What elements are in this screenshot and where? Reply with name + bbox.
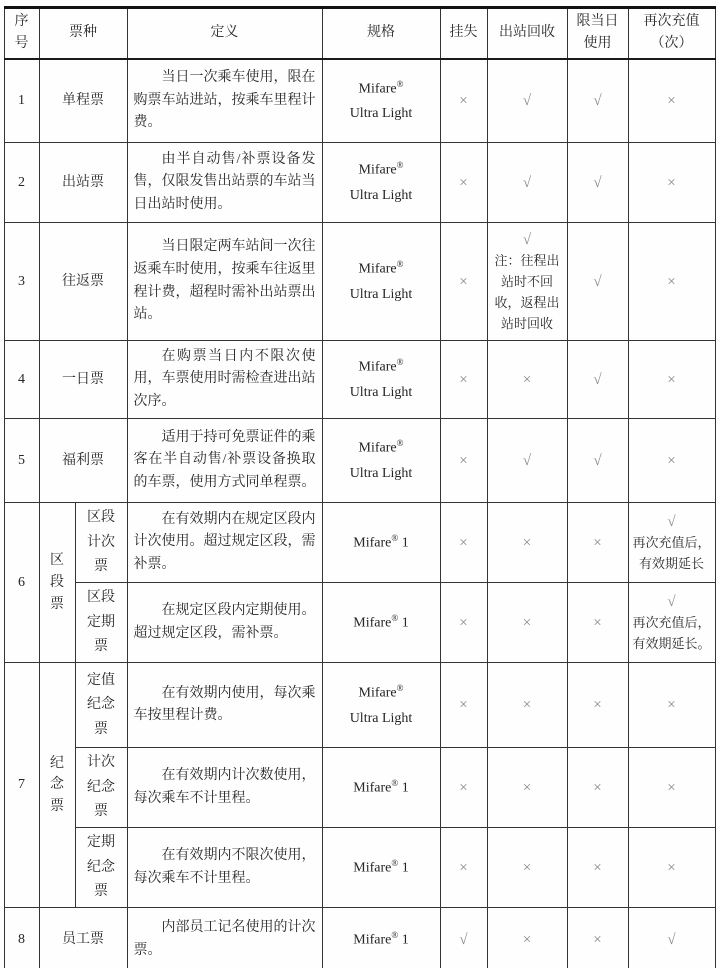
same-day-use-cell bbox=[567, 341, 628, 419]
spec-line: Mifare® 1 bbox=[353, 612, 409, 631]
row-number-cell: 4 bbox=[4, 341, 39, 419]
same-day-use-cell bbox=[567, 583, 628, 663]
loss-report-cell bbox=[440, 341, 487, 419]
recharge-cell bbox=[628, 828, 715, 908]
header-cell-sameday bbox=[567, 8, 628, 59]
same-day-use-cell bbox=[567, 908, 628, 968]
cross-mark: × bbox=[459, 92, 468, 109]
cross-mark: × bbox=[593, 779, 602, 796]
check-mark: √ bbox=[667, 513, 676, 530]
same-day-use-cell bbox=[567, 828, 628, 908]
spec-line: Mifare® bbox=[358, 160, 404, 178]
spec-cell bbox=[322, 748, 440, 828]
header-cell-spec bbox=[322, 8, 440, 59]
definition-text: 适用于持可免票证件的乘客在半自动售/补票设备换取的车票，使用方式同单程票。 bbox=[133, 429, 316, 491]
definition-cell bbox=[127, 503, 322, 583]
exit-recycle-cell bbox=[487, 503, 567, 583]
loss-report-cell bbox=[440, 223, 487, 341]
registered-mark: ® bbox=[396, 259, 404, 270]
cross-mark: × bbox=[459, 779, 468, 796]
table-row bbox=[4, 828, 715, 908]
definition-cell bbox=[127, 419, 322, 503]
ticket-type-cell: 福利票 bbox=[39, 419, 127, 503]
spec-line: Ultra Light bbox=[349, 188, 413, 204]
ticket-type-cell: 往返票 bbox=[39, 223, 127, 341]
header-label: 定义 bbox=[210, 25, 239, 41]
recharge-cell bbox=[628, 341, 715, 419]
same-day-use-cell bbox=[567, 419, 628, 503]
cross-mark: × bbox=[459, 614, 468, 631]
same-day-use-cell bbox=[567, 59, 628, 143]
cross-mark: × bbox=[667, 174, 676, 191]
cross-mark: × bbox=[593, 697, 602, 714]
header-cell-def bbox=[127, 8, 322, 59]
spec-cell bbox=[322, 828, 440, 908]
same-day-use-cell bbox=[567, 503, 628, 583]
definition-text: 在规定区段内定期使用。超过规定区段，需补票。 bbox=[133, 603, 316, 641]
check-mark: √ bbox=[667, 931, 676, 948]
cross-mark: × bbox=[667, 779, 676, 796]
check-mark: √ bbox=[522, 452, 532, 469]
spec-line: Ultra Light bbox=[349, 466, 413, 482]
spec-line: Ultra Light bbox=[349, 287, 413, 303]
exit-recycle-cell bbox=[487, 748, 567, 828]
cross-mark: × bbox=[459, 371, 468, 388]
cross-mark: × bbox=[522, 859, 532, 876]
cross-mark: × bbox=[459, 174, 468, 191]
recharge-cell bbox=[628, 59, 715, 143]
ticket-type-cell: 区段定期票 bbox=[75, 583, 127, 663]
registered-mark: ® bbox=[391, 929, 399, 940]
table-body bbox=[4, 59, 715, 968]
cross-mark: × bbox=[522, 534, 532, 551]
row-number-cell: 6 bbox=[4, 503, 39, 663]
loss-report-cell bbox=[440, 663, 487, 748]
header-label: （次） bbox=[650, 36, 693, 52]
registered-mark: ® bbox=[391, 532, 399, 543]
registered-mark: ® bbox=[396, 438, 404, 449]
ticket-group-cell bbox=[39, 663, 75, 908]
definition-text: 在有效期内计次数使用，每次乘车不计里程。 bbox=[133, 768, 316, 806]
exit-recycle-cell bbox=[487, 341, 567, 419]
check-mark: √ bbox=[522, 174, 532, 191]
ticket-type-cell: 定值纪念票 bbox=[75, 663, 127, 748]
spec-line: Mifare® bbox=[358, 682, 404, 701]
table-row bbox=[4, 419, 715, 503]
exit-recycle-cell bbox=[487, 223, 567, 341]
definition-text: 内部员工记名使用的计次票。 bbox=[133, 920, 316, 958]
cross-mark: × bbox=[667, 92, 676, 109]
definition-cell bbox=[127, 341, 322, 419]
spec-cell bbox=[322, 143, 440, 223]
recharge-cell bbox=[628, 908, 715, 968]
spec-line: Mifare® 1 bbox=[353, 929, 409, 948]
registered-mark: ® bbox=[396, 682, 404, 693]
header-label: 限当日 bbox=[576, 14, 619, 29]
spec-line: Mifare® 1 bbox=[353, 777, 409, 796]
recharge-cell bbox=[628, 503, 715, 583]
row-number-cell: 2 bbox=[4, 143, 39, 223]
header-label: 挂失 bbox=[449, 25, 478, 41]
header-cell-type bbox=[39, 8, 127, 59]
table-header bbox=[4, 8, 715, 59]
recharge-cell bbox=[628, 583, 715, 663]
registered-mark: ® bbox=[396, 357, 404, 368]
spec-cell bbox=[322, 583, 440, 663]
ticket-type-cell: 定期纪念票 bbox=[75, 828, 127, 908]
row-number-cell: 5 bbox=[4, 419, 39, 503]
loss-report-cell bbox=[440, 503, 487, 583]
definition-cell bbox=[127, 59, 322, 143]
spec-line: Mifare® bbox=[358, 357, 404, 375]
check-mark: √ bbox=[459, 931, 468, 948]
header-cell-seq bbox=[4, 8, 39, 59]
definition-text: 在有效期内使用，每次乘车按里程计费。 bbox=[133, 685, 316, 724]
cross-mark: × bbox=[522, 697, 532, 714]
header-label: 序号 bbox=[14, 14, 29, 52]
loss-report-cell bbox=[440, 419, 487, 503]
definition-cell bbox=[127, 143, 322, 223]
row-number-cell: 8 bbox=[4, 908, 39, 968]
ticket-type-cell: 一日票 bbox=[39, 341, 127, 419]
check-mark: √ bbox=[522, 92, 532, 109]
cell-note: 再次充值后，有效期延长。 bbox=[632, 615, 711, 652]
cross-mark: × bbox=[593, 614, 602, 631]
cross-mark: × bbox=[459, 534, 468, 551]
same-day-use-cell bbox=[567, 223, 628, 341]
cross-mark: × bbox=[593, 859, 602, 876]
row-number-cell: 7 bbox=[4, 663, 39, 908]
spec-line: Mifare® bbox=[358, 438, 404, 456]
table-row bbox=[4, 748, 715, 828]
ticket-type-cell: 员工票 bbox=[39, 908, 127, 968]
loss-report-cell bbox=[440, 143, 487, 223]
check-mark: √ bbox=[522, 231, 532, 248]
header-cell-recycle bbox=[487, 8, 567, 59]
exit-recycle-cell bbox=[487, 583, 567, 663]
row-number-cell: 1 bbox=[4, 59, 39, 143]
header-cell-loss bbox=[440, 8, 487, 59]
definition-text: 由半自动售/补票设备发售，仅限发售出站票的车站当日出站时使用。 bbox=[133, 151, 316, 213]
definition-text: 在购票当日内不限次使用，车票使用时需检查进出站次序。 bbox=[133, 348, 316, 410]
recharge-cell bbox=[628, 223, 715, 341]
definition-text: 在有效期内不限次使用，每次乘车不计里程。 bbox=[133, 848, 316, 886]
ticket-type-cell: 出站票 bbox=[39, 143, 127, 223]
check-mark: √ bbox=[593, 174, 602, 191]
spec-line: Mifare® 1 bbox=[353, 857, 409, 876]
table-row bbox=[4, 908, 715, 968]
check-mark: √ bbox=[593, 371, 602, 388]
registered-mark: ® bbox=[391, 777, 399, 788]
definition-text: 当日一次乘车使用，限在购票车站进站，按乘车里程计费。 bbox=[133, 70, 316, 131]
recharge-cell bbox=[628, 143, 715, 223]
loss-report-cell bbox=[440, 59, 487, 143]
cross-mark: × bbox=[593, 931, 602, 948]
spec-cell bbox=[322, 341, 440, 419]
cross-mark: × bbox=[459, 859, 468, 876]
ticket-type-cell: 单程票 bbox=[39, 59, 127, 143]
definition-cell bbox=[127, 583, 322, 663]
loss-report-cell bbox=[440, 828, 487, 908]
registered-mark: ® bbox=[391, 612, 399, 623]
cross-mark: × bbox=[667, 452, 676, 469]
table-row bbox=[4, 59, 715, 143]
definition-cell bbox=[127, 828, 322, 908]
check-mark: √ bbox=[593, 273, 602, 290]
header-row bbox=[4, 8, 715, 59]
ticket-type-cell: 区段计次票 bbox=[75, 503, 127, 583]
header-cell-recharge bbox=[628, 8, 715, 59]
cross-mark: × bbox=[522, 779, 532, 796]
spec-cell bbox=[322, 908, 440, 968]
cell-note: 注：往程出站时不回收，返程出站时回收 bbox=[494, 253, 560, 331]
spec-line: Ultra Light bbox=[349, 710, 413, 726]
exit-recycle-cell bbox=[487, 908, 567, 968]
recharge-cell bbox=[628, 748, 715, 828]
spec-line: Ultra Light bbox=[349, 106, 413, 122]
vertical-label: 纪念票 bbox=[50, 755, 64, 815]
recharge-cell bbox=[628, 419, 715, 503]
check-mark: √ bbox=[593, 92, 602, 109]
exit-recycle-cell bbox=[487, 419, 567, 503]
header-label: 再次充值 bbox=[643, 14, 700, 29]
registered-mark: ® bbox=[396, 160, 404, 171]
spec-cell bbox=[322, 59, 440, 143]
exit-recycle-cell bbox=[487, 59, 567, 143]
spec-cell bbox=[322, 223, 440, 341]
spec-cell bbox=[322, 503, 440, 583]
cross-mark: × bbox=[667, 273, 676, 290]
ticket-type-cell: 计次纪念票 bbox=[75, 748, 127, 828]
cell-note: 再次充值后，有效期延长 bbox=[632, 535, 711, 572]
registered-mark: ® bbox=[391, 857, 399, 868]
cross-mark: × bbox=[522, 371, 532, 388]
row-number-cell: 3 bbox=[4, 223, 39, 341]
check-mark: √ bbox=[667, 593, 676, 610]
spec-line: Mifare® bbox=[358, 78, 404, 97]
table-row bbox=[4, 663, 715, 748]
loss-report-cell bbox=[440, 908, 487, 968]
table-row bbox=[4, 583, 715, 663]
definition-cell bbox=[127, 748, 322, 828]
ticket-spec-table bbox=[4, 6, 716, 968]
header-label: 出站回收 bbox=[499, 25, 555, 41]
loss-report-cell bbox=[440, 583, 487, 663]
definition-cell bbox=[127, 223, 322, 341]
cross-mark: × bbox=[593, 534, 602, 551]
cross-mark: × bbox=[459, 697, 468, 714]
header-label: 票种 bbox=[69, 25, 97, 41]
same-day-use-cell bbox=[567, 748, 628, 828]
same-day-use-cell bbox=[567, 663, 628, 748]
spec-cell bbox=[322, 419, 440, 503]
cross-mark: × bbox=[667, 371, 676, 388]
definition-text: 当日限定两车站间一次往返乘车时使用，按乘车往返里程计费，超程时需补出站票出站。 bbox=[133, 239, 316, 323]
header-label: 使用 bbox=[583, 36, 612, 52]
definition-cell bbox=[127, 663, 322, 748]
ticket-group-cell bbox=[39, 503, 75, 663]
table-row bbox=[4, 223, 715, 341]
exit-recycle-cell bbox=[487, 663, 567, 748]
cross-mark: × bbox=[459, 452, 468, 469]
cross-mark: × bbox=[522, 931, 532, 948]
spec-line: Ultra Light bbox=[349, 385, 413, 401]
header-label: 规格 bbox=[367, 25, 395, 41]
loss-report-cell bbox=[440, 748, 487, 828]
table-row bbox=[4, 143, 715, 223]
cross-mark: × bbox=[667, 859, 676, 876]
check-mark: √ bbox=[593, 452, 602, 469]
table-row bbox=[4, 503, 715, 583]
definition-cell bbox=[127, 908, 322, 968]
definition-text: 在有效期内在规定区段内计次使用。超过规定区段，需补票。 bbox=[133, 511, 316, 573]
cross-mark: × bbox=[667, 697, 676, 714]
cross-mark: × bbox=[522, 614, 532, 631]
same-day-use-cell bbox=[567, 143, 628, 223]
recharge-cell bbox=[628, 663, 715, 748]
registered-mark: ® bbox=[396, 78, 404, 89]
spec-line: Mifare® bbox=[358, 259, 404, 277]
table-row bbox=[4, 341, 715, 419]
exit-recycle-cell bbox=[487, 828, 567, 908]
spec-line: Mifare® 1 bbox=[353, 532, 409, 551]
cross-mark: × bbox=[459, 273, 468, 290]
vertical-label: 区段票 bbox=[50, 553, 64, 612]
exit-recycle-cell bbox=[487, 143, 567, 223]
spec-cell bbox=[322, 663, 440, 748]
